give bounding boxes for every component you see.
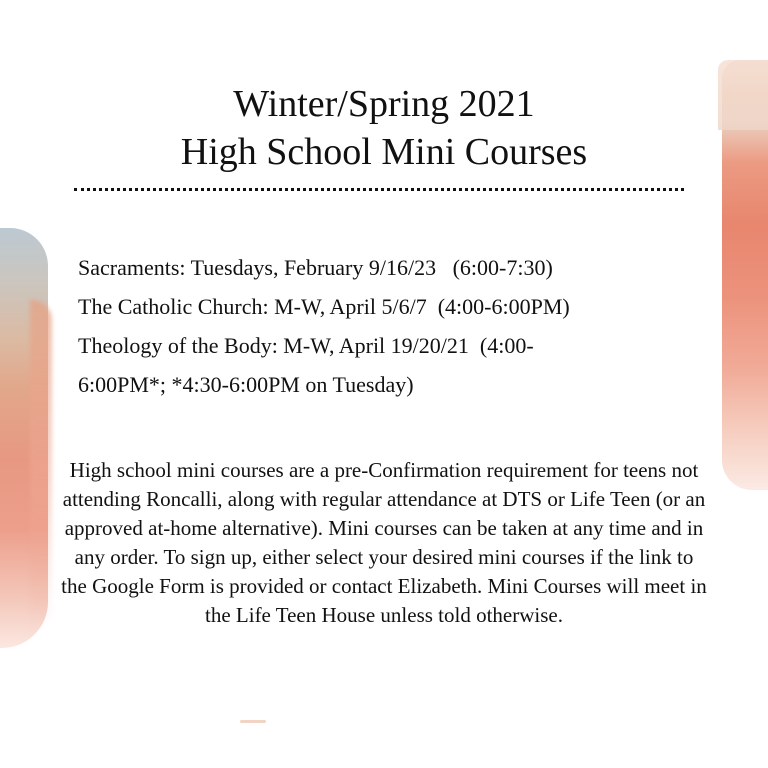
- page-title-line-1: Winter/Spring 2021: [233, 83, 535, 125]
- course-description-paragraph: High school mini courses are a pre-Confirmation requirement for teens not attending Roncalli, along with regular attendance at DTS or Life Teen (or an approved at-home alternative). Mini courses can be taken at any time and in any order. To sign up, either select your desired mini courses if the link to the Google Form is provided or contact Elizabeth. Mini Courses will meet in the Life Teen House unless told otherwise.: [61, 458, 707, 627]
- course-schedule-list: [78, 248, 718, 404]
- course-schedule-line: Theology of the Body: M-W, April 19/20/21 (4:00-: [78, 333, 534, 358]
- watercolor-left-edge-decoration: [30, 300, 52, 630]
- course-schedule-line: Sacraments: Tuesdays, February 9/16/23 (6:00-7:30): [78, 255, 553, 280]
- watercolor-small-mark: [240, 720, 266, 723]
- page-title-line-2: High School Mini Courses: [180, 131, 588, 173]
- course-schedule-line: 6:00PM*; *4:30-6:00PM on Tuesday): [78, 372, 414, 397]
- course-schedule-line: The Catholic Church: M-W, April 5/6/7 (4:00-6:00PM): [78, 294, 570, 319]
- dotted-divider: [74, 188, 684, 191]
